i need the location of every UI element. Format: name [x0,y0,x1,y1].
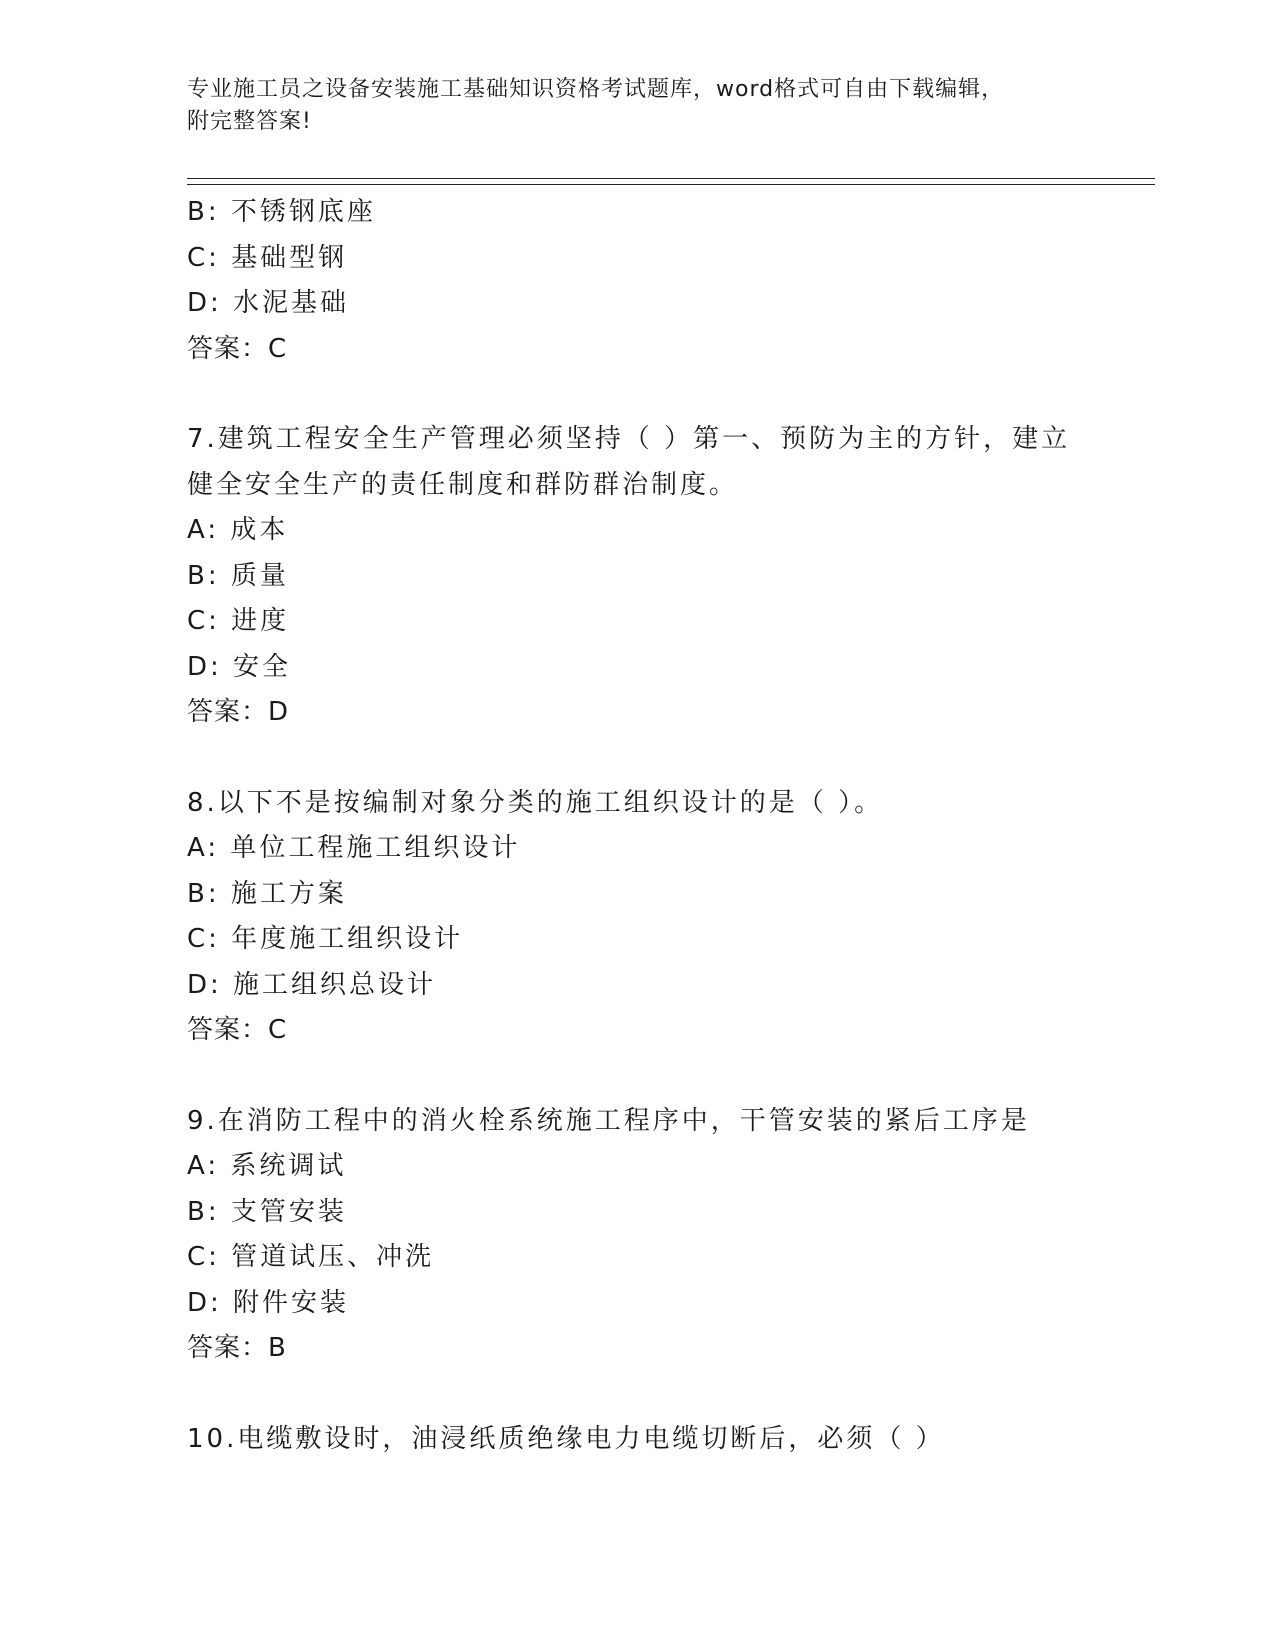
document-header [187,74,1087,138]
header-title-line-2: 附完整答案! [187,109,312,134]
answer: 答案：B [187,1333,287,1363]
question-8 [187,781,1155,1054]
question-stem: 10.电缆敷设时，油浸纸质绝缘电力电缆切断后，必须（ ） [187,1423,945,1454]
option-c: C: 进度 [187,606,290,636]
option-a: A: 单位工程施工组织设计 [187,833,521,863]
question-6 [187,190,1155,372]
question-stem: 9.在消防工程中的消火栓系统施工程序中，干管安装的紧后工序是 [187,1105,1030,1136]
question-7 [187,417,1155,736]
option-a: A: 系统调试 [187,1151,347,1181]
option-d: D: 施工组织总设计 [187,969,437,1000]
option-b: B: 支管安装 [187,1196,347,1227]
question-list [187,190,1155,1462]
option-b: B: 不锈钢底座 [187,197,376,227]
spacer [187,1054,1155,1099]
question-10 [187,1417,1155,1463]
answer: 答案：D [187,697,290,727]
answer: 答案：C [187,1015,288,1045]
spacer [187,736,1155,781]
option-d: D: 安全 [187,651,292,682]
header-divider [187,178,1155,185]
question-stem: 7.建筑工程安全生产管理必须坚持（ ）第一、预防为主的方针，建立 [187,424,1071,454]
option-c: C: 基础型钢 [187,242,348,273]
option-a: A: 成本 [187,515,289,545]
spacer [187,1372,1155,1417]
option-b: B: 质量 [187,560,289,591]
question-stem: 8.以下不是按编制对象分类的施工组织设计的是（ ）。 [187,787,884,818]
answer: 答案：C [187,333,288,364]
question-stem-continued: 健全安全生产的责任制度和群防群治制度。 [187,469,739,500]
option-b: B: 施工方案 [187,878,347,909]
question-9 [187,1099,1155,1372]
header-title-line-1: 专业施工员之设备安装施工基础知识资格考试题库，word格式可自由下载编辑， [187,77,1005,102]
option-c: C: 年度施工组织设计 [187,924,464,954]
spacer [187,372,1155,417]
option-c: C: 管道试压、冲洗 [187,1242,435,1272]
option-d: D: 附件安装 [187,1287,350,1318]
option-d: D: 水泥基础 [187,288,350,318]
